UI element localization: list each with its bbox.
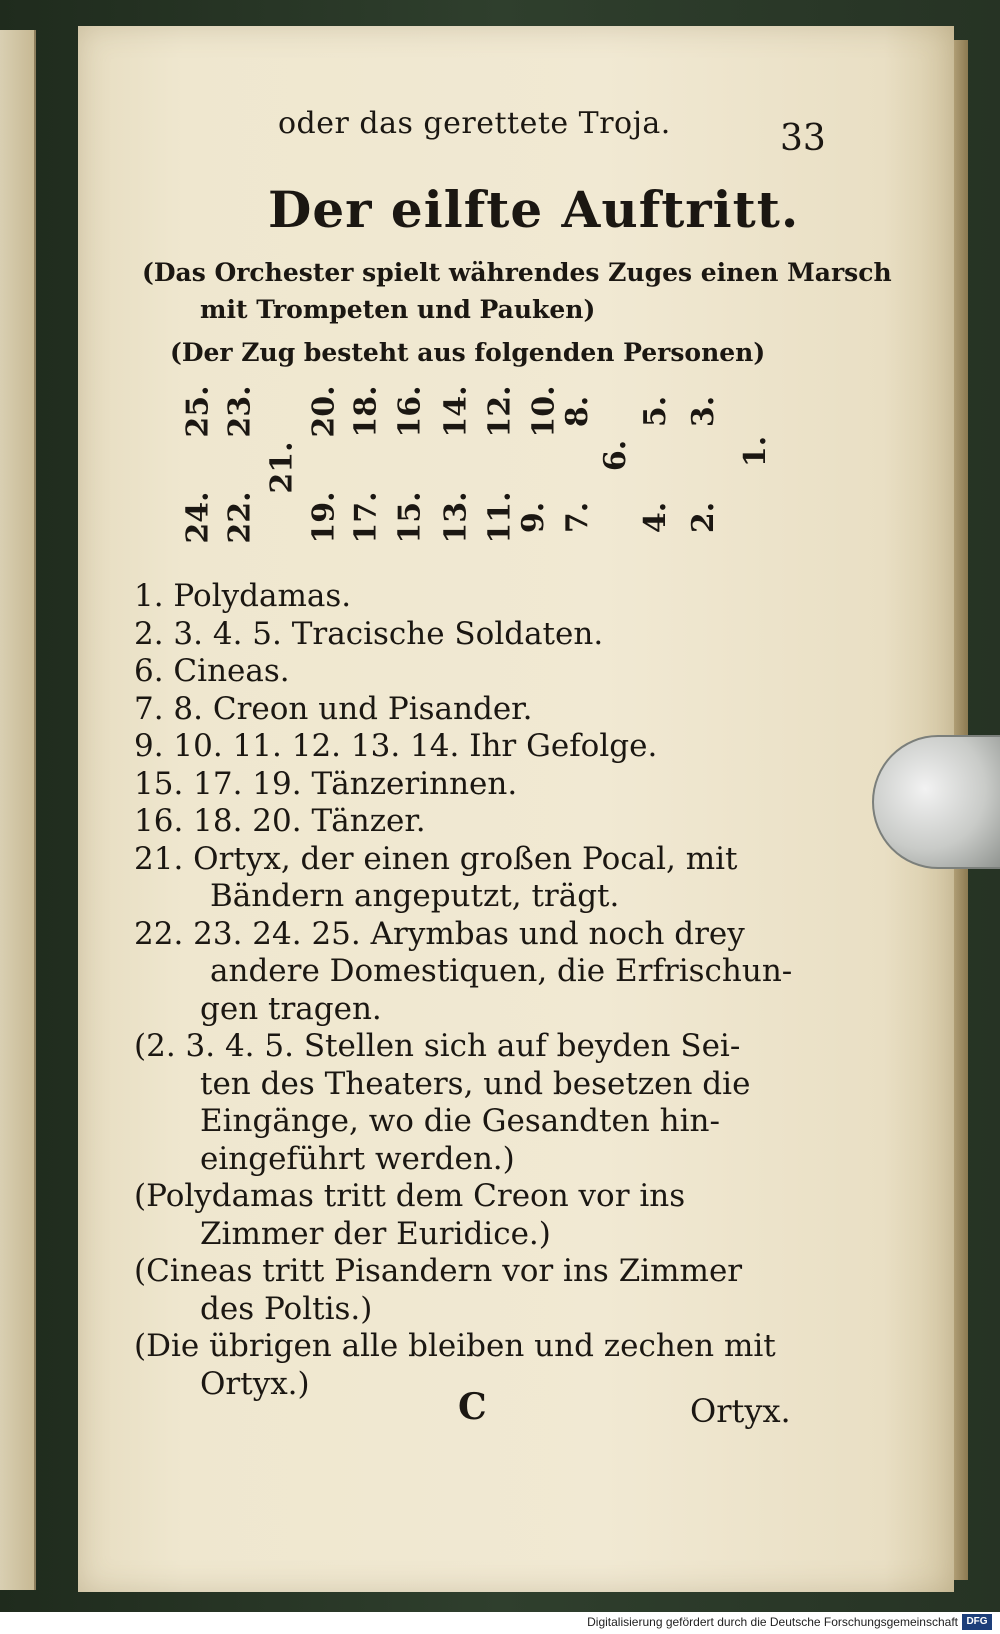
procession-number: 9. bbox=[516, 501, 552, 534]
procession-number: 23. bbox=[222, 385, 258, 438]
procession-number: 16. bbox=[392, 385, 428, 438]
procession-number: 3. bbox=[686, 395, 722, 428]
signature-mark: C bbox=[458, 1386, 487, 1428]
page-clip bbox=[872, 735, 1000, 869]
procession-number: 4. bbox=[638, 501, 674, 534]
stage-note-continuation: Eingänge, wo die Gesandten hin- bbox=[200, 1103, 720, 1139]
stage-note-continuation: Zimmer der Euridice.) bbox=[200, 1215, 551, 1252]
list-item-continuation: gen tragen. bbox=[200, 990, 382, 1027]
scene-heading: Der eilfte Auftritt. bbox=[268, 180, 800, 239]
procession-number: 8. bbox=[560, 395, 596, 428]
list-item: 21. Ortyx, der einen großen Pocal, mit bbox=[134, 840, 738, 877]
procession-number: 24. bbox=[180, 491, 216, 544]
procession-number: 21. bbox=[264, 441, 300, 494]
stage-direction: (Der Zug besteht aus folgenden Personen) bbox=[170, 338, 766, 367]
procession-number: 6. bbox=[598, 439, 634, 472]
running-head: oder das gerettete Troja. bbox=[278, 106, 671, 141]
footer-bar bbox=[0, 1612, 1000, 1634]
list-item: 7. 8. Creon und Pisander. bbox=[134, 690, 533, 727]
procession-number: 5. bbox=[638, 395, 674, 428]
stage-note-continuation: eingeführt werden.) bbox=[200, 1140, 515, 1177]
stage-note: (Polydamas tritt dem Creon vor ins bbox=[134, 1178, 686, 1214]
procession-number: 10. bbox=[526, 385, 562, 438]
list-item: 16. 18. 20. Tänzer. bbox=[134, 803, 426, 839]
stage-direction: mit Trompeten und Pauken) bbox=[200, 295, 596, 324]
stage-note: (2. 3. 4. 5. Stellen sich auf beyden Sei- bbox=[134, 1028, 741, 1064]
list-item: 6. Cineas. bbox=[134, 653, 290, 689]
list-item: 1. Polydamas. bbox=[134, 578, 352, 614]
procession-number: 22. bbox=[222, 491, 258, 544]
stage-note: (Die übrigen alle bleiben und zechen mit bbox=[134, 1328, 776, 1364]
procession-number: 13. bbox=[438, 491, 474, 544]
procession-number: 20. bbox=[306, 385, 342, 438]
procession-diagram bbox=[170, 382, 810, 560]
facing-page-edge bbox=[0, 30, 36, 1590]
list-item-continuation: Bändern angeputzt, trägt. bbox=[210, 878, 620, 914]
procession-number: 14. bbox=[438, 385, 474, 438]
funding-credit: Digitalisierung gefördert durch die Deutsche Forschungsgemeinschaft bbox=[587, 1615, 958, 1629]
procession-number: 18. bbox=[348, 385, 384, 438]
procession-number: 25. bbox=[180, 385, 216, 438]
procession-number: 2. bbox=[686, 501, 722, 534]
procession-number: 7. bbox=[560, 501, 596, 534]
procession-number: 17. bbox=[348, 491, 384, 544]
stage-note-continuation: ten des Theaters, und besetzen die bbox=[200, 1065, 751, 1102]
list-item-continuation: andere Domestiquen, die Erfrischun- bbox=[210, 953, 793, 989]
list-item: 15. 17. 19. Tänzerinnen. bbox=[134, 765, 518, 802]
procession-number: 15. bbox=[392, 491, 428, 544]
list-item: 2. 3. 4. 5. Tracische Soldaten. bbox=[134, 615, 604, 652]
stage-note-continuation: Ortyx.) bbox=[200, 1365, 310, 1402]
stage-direction: (Das Orchester spielt währendes Zuges einen Marsch bbox=[142, 258, 892, 287]
procession-number: 1. bbox=[738, 435, 774, 468]
dfg-logo: DFG bbox=[962, 1614, 992, 1630]
cast-list bbox=[134, 578, 814, 1403]
list-item: 22. 23. 24. 25. Arymbas und noch drey bbox=[134, 915, 745, 952]
catchword: Ortyx. bbox=[690, 1392, 791, 1430]
list-item: 9. 10. 11. 12. 13. 14. Ihr Gefolge. bbox=[134, 728, 658, 764]
procession-number: 19. bbox=[306, 491, 342, 544]
procession-number: 12. bbox=[482, 385, 518, 438]
stage-note: (Cineas tritt Pisandern vor ins Zimmer bbox=[134, 1253, 743, 1289]
procession-number: 11. bbox=[482, 491, 518, 544]
page-number: 33 bbox=[780, 118, 826, 159]
stage-note-continuation: des Poltis.) bbox=[200, 1290, 373, 1327]
